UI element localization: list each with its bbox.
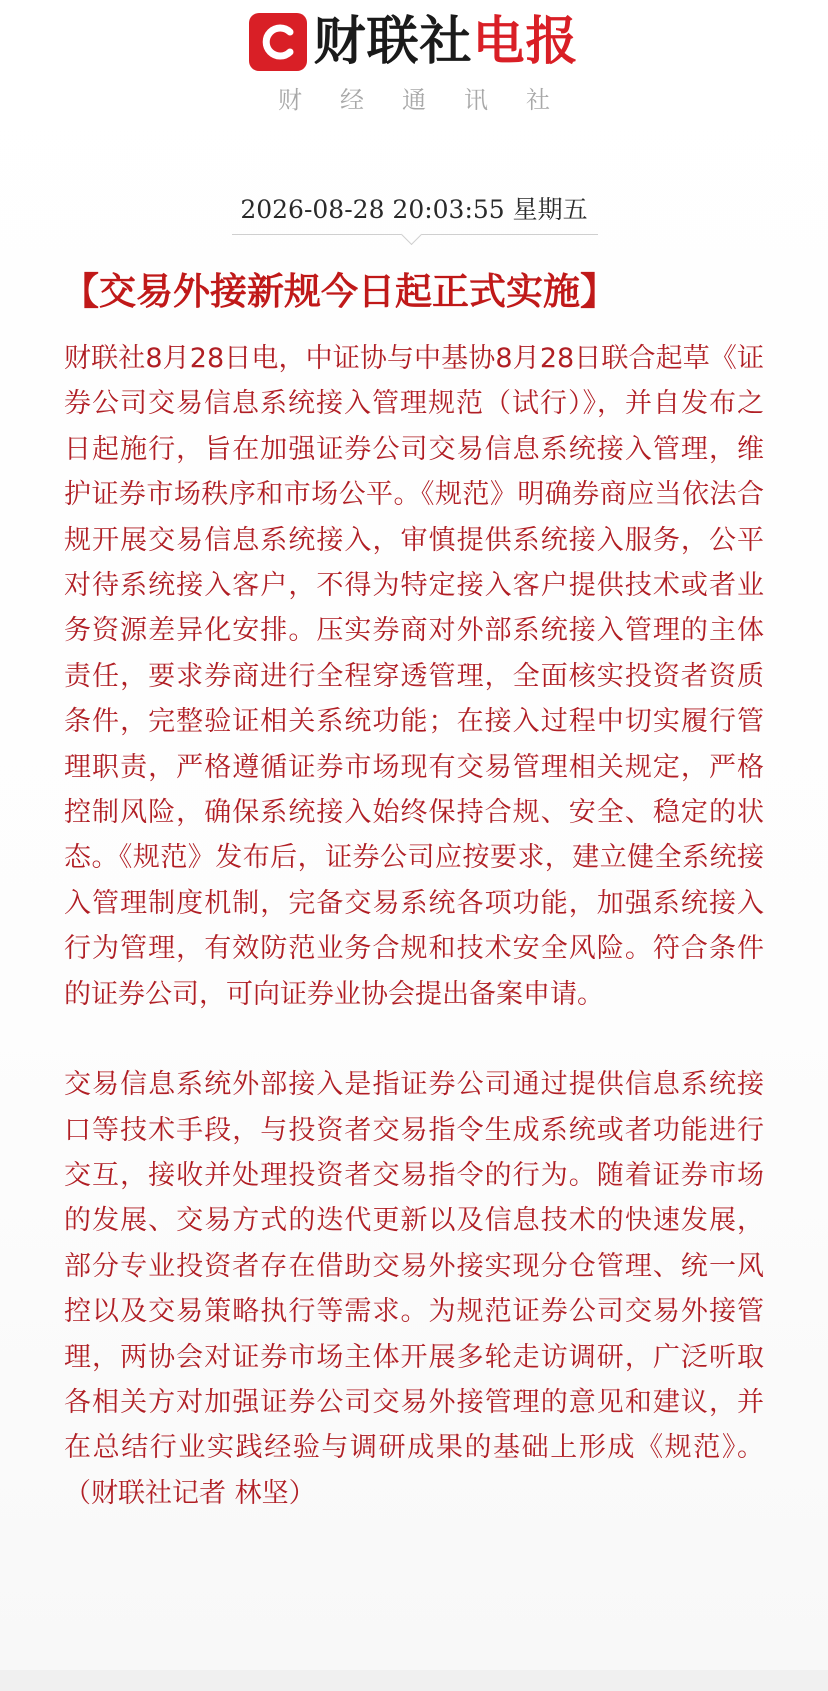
article-paragraph: 财联社8月28日电，中证协与中基协8月28日联合起草《证券公司交易信息系统接入管理规范（试行）》，并自发布之日起施行，旨在加强证券公司交易信息系统接入管理，维护证券市场秩序和市场公平。《规范》明确券商应当依法合规开展交易信息系统接入，审慎提供系统接入服务，公平对待系统接入客户，不得为特定接入客户提供技术或者业务资源差异化安排。压实券商对外部系统接入管理的主体责任，要求券商进行全程穿透管理，全面核实投资者资质条件，完整验证相关系统功能；在接入过程中切实履行管理职责，严格遵循证券市场现有交易管理相关规定，严格控制风险，确保系统接入始终保持合规、安全、稳定的状态。《规范》发布后，证券公司应按要求，建立健全系统接入管理制度机制，完备交易系统各项功能，加强系统接入行为管理，有效防范业务合规和技术安全风险。符合条件的证券公司，可向证券业协会提出备案申请。	[64, 343, 764, 1010]
brand-name: 财联社	[313, 12, 473, 72]
article-paragraph: 交易信息系统外部接入是指证券公司通过提供信息系统接口等技术手段，与投资者交易指令生成系统或者功能进行交互，接收并处理投资者交易指令的行为。随着证券市场的发展、交易方式的迭代更新以及信息技术的快速发展，部分专业投资者存在借助交易外接实现分仓管理、统一风控以及交易策略执行等需求。为规范证券公司交易外接管理，两协会对证券市场主体开展多轮走访调研，广泛听取各相关方对加强证券公司交易外接管理的意见和建议，并在总结行业实践经验与调研成果的基础上形成《规范》。（财联社记者 林坚）	[64, 1069, 764, 1509]
brand-header	[0, 6, 828, 78]
article-body	[64, 336, 764, 1516]
bottom-strip	[0, 1670, 828, 1691]
brand-accent: 电报	[472, 12, 579, 72]
article-datetime: 2026-08-28 20:03:55 星期五	[240, 195, 588, 224]
brand-tagline: 财经通讯社	[278, 86, 588, 114]
date-divider-notch	[401, 224, 422, 245]
brand-logo-icon	[249, 13, 307, 71]
article-headline: 【交易外接新规今日起正式实施】	[62, 269, 617, 313]
